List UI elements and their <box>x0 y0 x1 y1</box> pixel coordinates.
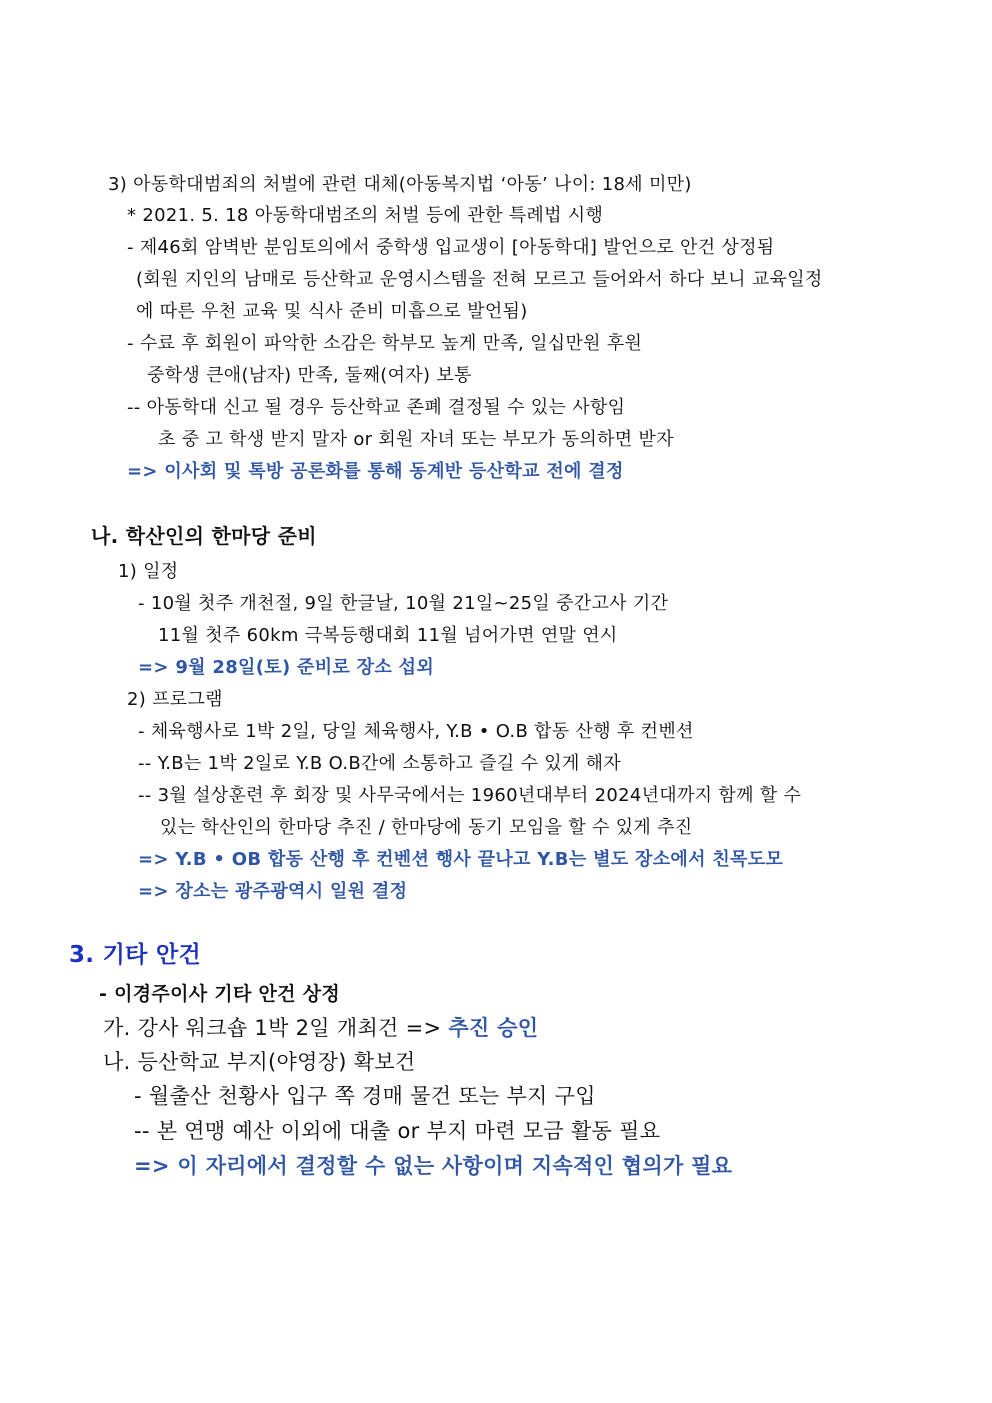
body-line: - 제46회 암벽반 분임토의에서 중학생 입교생이 [아동학대] 발언으로 안건 상정됨 <box>127 237 775 258</box>
body-line: -- 본 연맹 예산 이외에 대출 or 부지 마련 모금 활동 필요 <box>134 1119 661 1143</box>
body-line: 중학생 큰애(남자) 만족, 둘째(여자) 보통 <box>147 365 472 386</box>
body-line: 초 중 고 학생 받지 말자 or 회원 자녀 또는 부모가 동의하면 받자 <box>158 429 674 450</box>
decision-line: => 장소는 광주광역시 일원 결정 <box>138 881 408 902</box>
subheading-schedule: 1) 일정 <box>118 561 179 582</box>
section-heading-na: 나. 학산인의 한마당 준비 <box>91 524 317 548</box>
body-line: -- 3월 설상훈련 후 회장 및 사무국에서는 1960년대부터 2024년대까지 함께 할 수 <box>138 785 802 806</box>
subheading-program: 2) 프로그램 <box>127 689 223 710</box>
law-note: * 2021. 5. 18 아동학대범조의 처벌 등에 관한 특례법 시행 <box>127 205 604 226</box>
decision-line: => 이 자리에서 결정할 수 없는 사항이며 지속적인 협의가 필요 <box>134 1154 733 1178</box>
decision-line: => Y.B • OB 합동 산행 후 컨벤션 행사 끝나고 Y.B는 별도 장소에서 친목도모 <box>138 849 784 870</box>
item-ga-result: 추진 승인 <box>448 1016 539 1040</box>
item-3-title: 3) 아동학대범죄의 처벌에 관련 대체(아동복지법 ‘아동’ 나이: 18세 미만) <box>108 174 692 195</box>
body-line: (회원 지인의 남매로 등산학교 운영시스템을 전혀 모르고 들어와서 하다 보니 교육일정 <box>136 269 823 290</box>
body-line: 있는 학산인의 한마당 추진 / 한마당에 동기 모임을 할 수 있게 추진 <box>160 817 693 838</box>
misc-subheading: - 이경주이사 기타 안건 상정 <box>99 983 341 1005</box>
body-line: 11월 첫주 60km 극복등행대회 11월 넘어가면 연말 연시 <box>158 625 618 646</box>
item-ga <box>103 1013 538 1043</box>
body-line: - 월출산 천황사 입구 쪽 경매 물건 또는 부지 구입 <box>134 1084 596 1108</box>
decision-line: => 이사회 및 톡방 공론화를 통해 동계반 등산학교 전에 결정 <box>127 461 624 482</box>
section-title-misc: 3. 기타 안건 <box>69 942 202 968</box>
item-ga-text: 가. 강사 워크숍 1박 2일 개최건 => <box>103 1016 449 1040</box>
item-na: 나. 등산학교 부지(야영장) 확보건 <box>103 1050 416 1074</box>
body-line: - 수료 후 회원이 파악한 소감은 학부모 높게 만족, 일십만원 후원 <box>127 333 643 354</box>
body-line: 에 따른 우천 교육 및 식사 준비 미흡으로 발언됨) <box>136 301 528 322</box>
decision-line: => 9월 28일(토) 준비로 장소 섭외 <box>138 657 435 678</box>
body-line: -- 아동학대 신고 될 경우 등산학교 존폐 결정될 수 있는 사항임 <box>127 397 626 418</box>
body-line: - 체육행사로 1박 2일, 당일 체육행사, Y.B • O.B 합동 산행 후 컨벤션 <box>138 721 694 742</box>
body-line: - 10월 첫주 개천절, 9일 한글날, 10월 21일~25일 중간고사 기간 <box>138 593 669 614</box>
body-line: -- Y.B는 1박 2일로 Y.B O.B간에 소통하고 즐길 수 있게 해자 <box>138 753 622 774</box>
